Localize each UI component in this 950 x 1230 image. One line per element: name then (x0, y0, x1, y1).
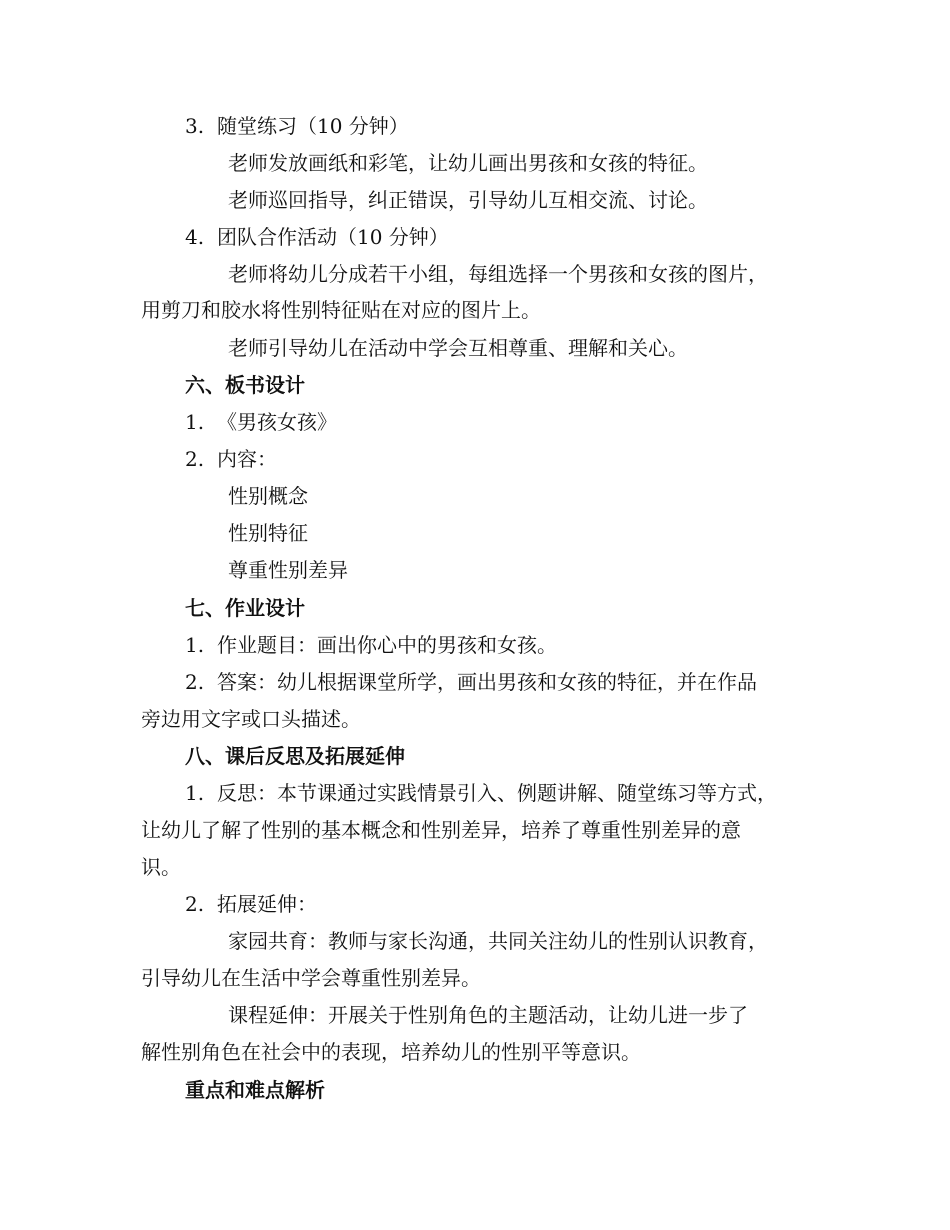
item-text: 内容： (217, 447, 277, 471)
item-number: 3. (185, 114, 205, 138)
section-3-title (185, 112, 409, 140)
item-number: 1. (185, 633, 205, 657)
sub-item: 性别特征 (228, 521, 308, 545)
paragraph: 课程延伸：开展关于性别角色的主题活动，让幼儿进一步了 (228, 1003, 748, 1027)
sub-item: 尊重性别差异 (228, 558, 348, 582)
item-number: 4. (185, 225, 205, 249)
paragraph-continuation: 识。 (141, 855, 181, 879)
item-text: 答案：幼儿根据课堂所学，画出男孩和女孩的特征，并在作品 (217, 670, 757, 694)
item-text: 《男孩女孩》 (217, 410, 337, 434)
paragraph: 老师引导幼儿在活动中学会互相尊重、理解和关心。 (228, 336, 688, 360)
item-text: 反思：本节课通过实践情景引入、例题讲解、随堂练习等方式， (217, 781, 777, 805)
heading-homework-design: 七、作业设计 (185, 596, 305, 620)
paragraph-continuation: 引导幼儿在生活中学会尊重性别差异。 (141, 966, 481, 990)
list-item (185, 890, 317, 918)
paragraph: 老师巡回指导，纠正错误，引导幼儿互相交流、讨论。 (228, 188, 708, 212)
list-item (185, 631, 557, 659)
heading-reflection: 八、课后反思及拓展延伸 (185, 744, 405, 768)
item-text: 作业题目：画出你心中的男孩和女孩。 (217, 633, 557, 657)
item-text: 随堂练习（10 分钟） (217, 114, 409, 138)
paragraph-continuation: 旁边用文字或口头描述。 (141, 707, 361, 731)
list-item (185, 408, 337, 436)
paragraph-continuation: 解性别角色在社会中的表现，培养幼儿的性别平等意识。 (141, 1040, 641, 1064)
item-text: 拓展延伸： (217, 892, 317, 916)
paragraph-continuation: 让幼儿了解了性别的基本概念和性别差异，培养了尊重性别差异的意 (141, 818, 741, 842)
paragraph: 老师发放画纸和彩笔，让幼儿画出男孩和女孩的特征。 (228, 151, 708, 175)
item-number: 2. (185, 892, 205, 916)
item-number: 1. (185, 781, 205, 805)
item-number: 2. (185, 447, 205, 471)
paragraph: 老师将幼儿分成若干小组，每组选择一个男孩和女孩的图片， (228, 262, 768, 286)
list-item (185, 668, 757, 696)
sub-item: 性别概念 (228, 484, 308, 508)
heading-board-design: 六、板书设计 (185, 373, 305, 397)
item-text: 团队合作活动（10 分钟） (217, 225, 449, 249)
section-4-title (185, 223, 449, 251)
item-number: 2. (185, 670, 205, 694)
item-number: 1. (185, 410, 205, 434)
paragraph: 家园共育：教师与家长沟通，共同关注幼儿的性别认识教育， (228, 929, 768, 953)
list-item (185, 779, 777, 807)
heading-key-points: 重点和难点解析 (185, 1078, 325, 1102)
list-item (185, 445, 277, 473)
paragraph-continuation: 用剪刀和胶水将性别特征贴在对应的图片上。 (141, 298, 541, 322)
